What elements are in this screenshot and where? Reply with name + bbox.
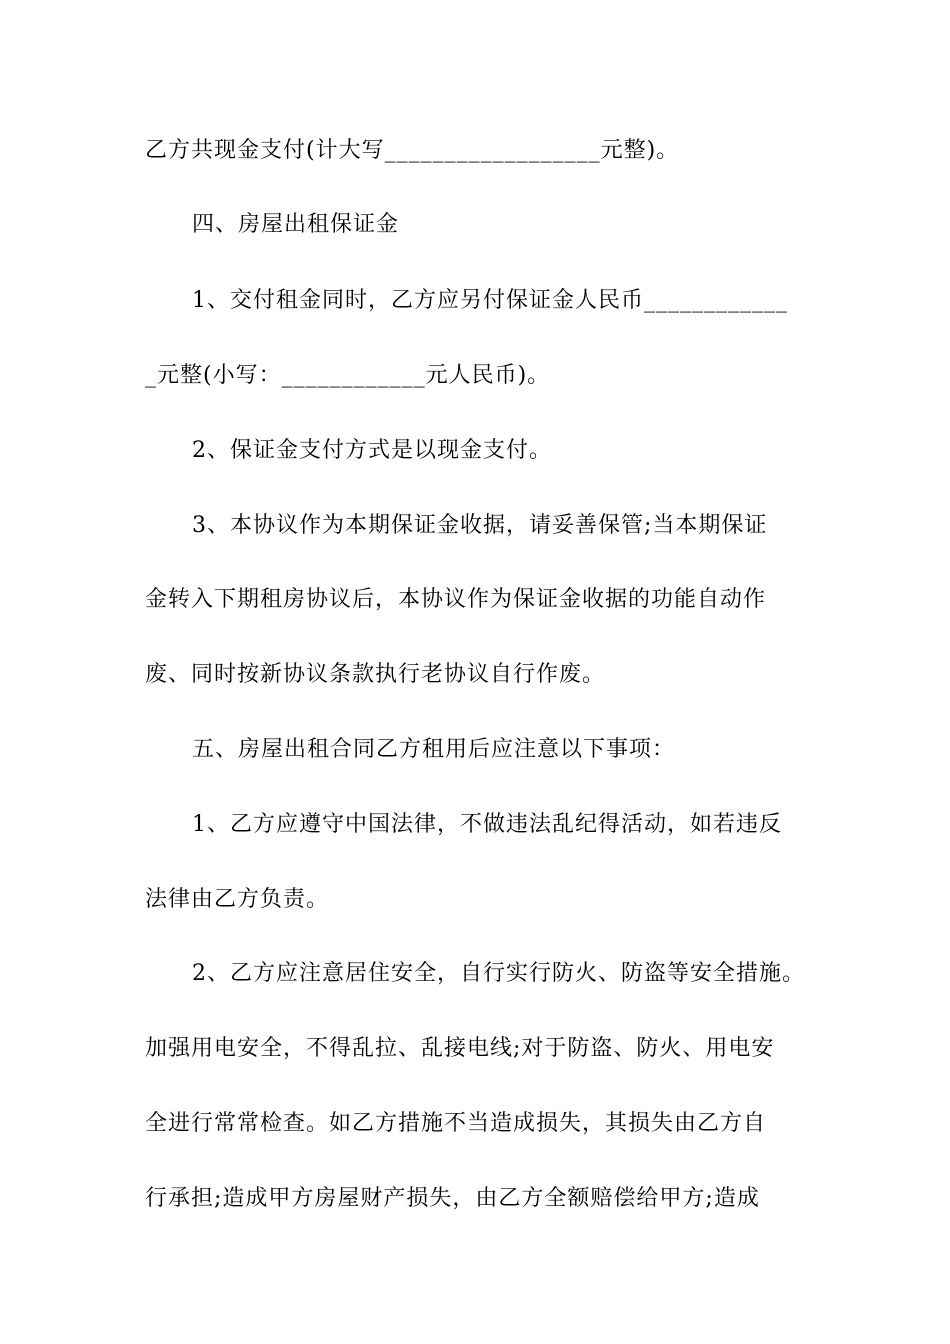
section-heading-notes: 五、房屋出租合同乙方租用后应注意以下事项： [192,737,676,762]
section-heading-deposit: 四、房屋出租保证金 [192,212,400,237]
paragraph-line: 2、乙方应注意居住安全，自行实行防火、防盗等安全措施。 [192,961,805,986]
paragraph-line: 全进行常常检查。如乙方措施不当造成损失，其损失由乙方自 [145,1111,767,1136]
paragraph-line: 加强用电安全，不得乱拉、乱接电线;对于防盗、防火、用电安 [145,1036,775,1061]
paragraph-line: 行承担;造成甲方房屋财产损失，由乙方全额赔偿给甲方;造成 [145,1186,760,1211]
paragraph-line: 1、交付租金同时，乙方应另付保证金人民币____________ [192,288,788,313]
paragraph-line: 3、本协议作为本期保证金收据，请妥善保管;当本期保证 [192,513,768,538]
paragraph-line: 2、保证金支付方式是以现金支付。 [192,438,552,463]
paragraph-line: 1、乙方应遵守中国法律，不做违法乱纪得活动，如若违反 [192,812,782,837]
paragraph-line: 金转入下期租房协议后，本协议作为保证金收据的功能自动作 [145,587,767,612]
paragraph-line: _元整(小写：____________元人民币)。 [145,363,551,388]
paragraph-line: 乙方共现金支付(计大写__________________元整)。 [145,138,680,163]
paragraph-line: 废、同时按新协议条款执行老协议自行作废。 [145,662,606,687]
paragraph-line: 法律由乙方负责。 [145,887,330,912]
